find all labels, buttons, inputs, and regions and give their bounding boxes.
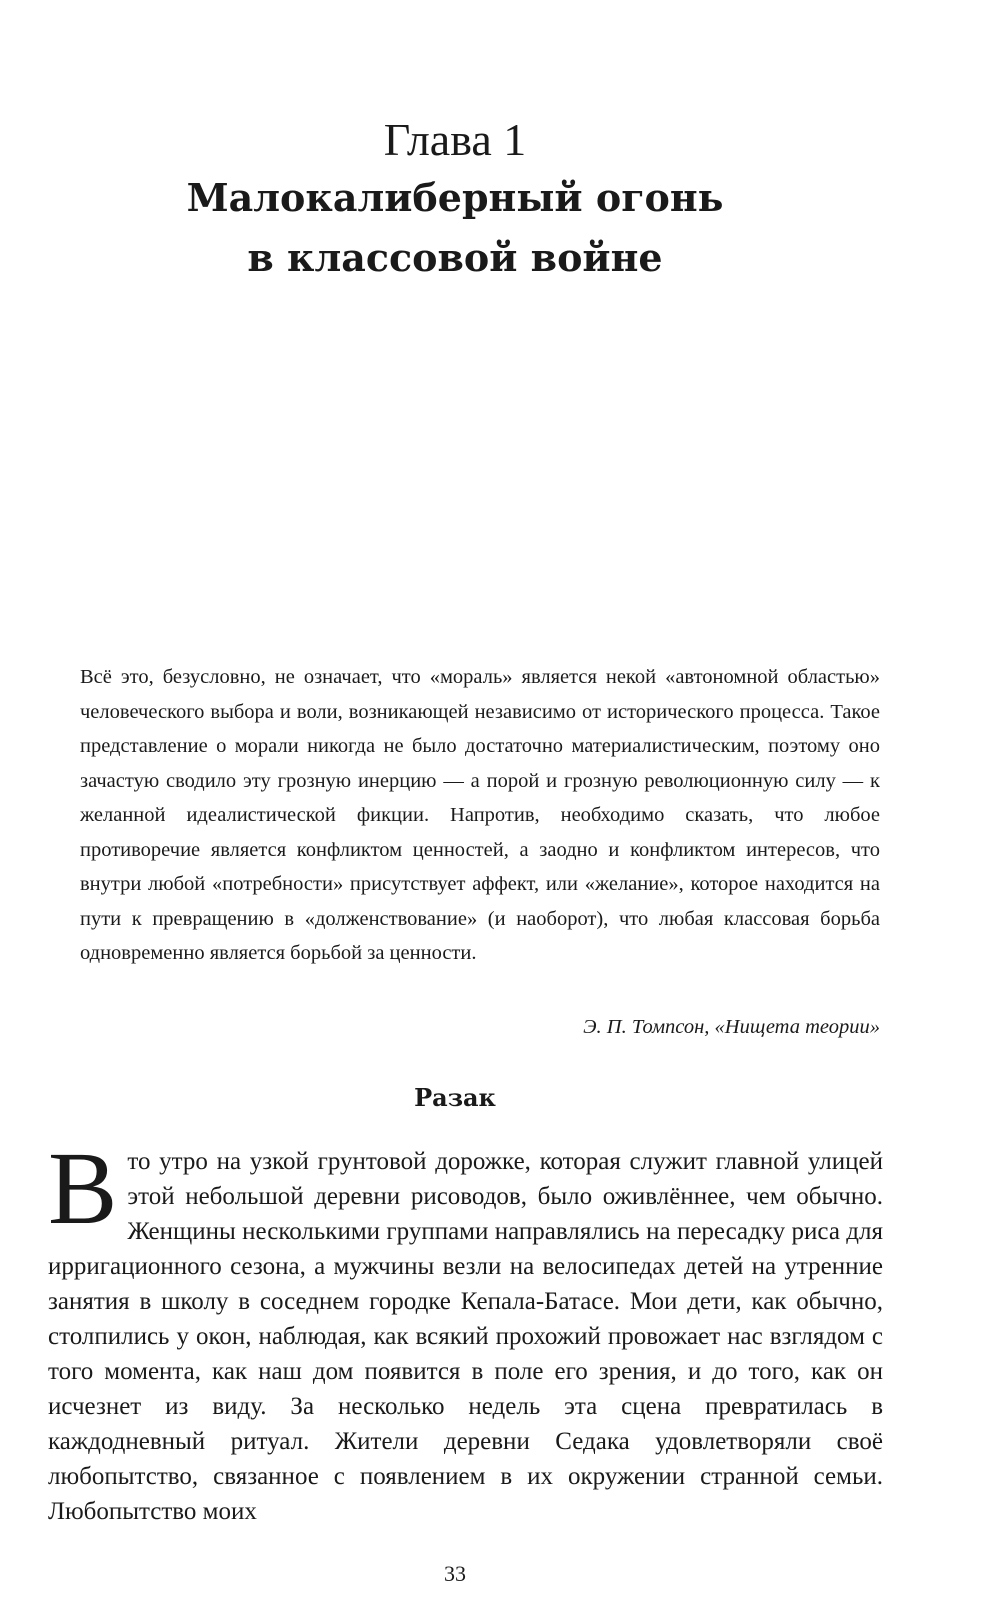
chapter-number: Глава 1 <box>383 114 527 165</box>
epigraph-source: Э. П. Томпсон, «Нищета теории» <box>583 1016 880 1038</box>
chapter-title-line-1: Малокалиберный огонь <box>186 175 724 220</box>
body-paragraph-text: то утро на узкой грунтовой дорожке, которая служит главной улицей этой небольшой деревни рисоводов, было оживлённее, чем обычно. Женщины несколькими группами направлялись на пересадку риса для ирригационного сезона, а мужчины везли на велосипедах детей на утренние занятия в школу в соседнем городке Кепала-Батасе. Мои дети, как обычно, столпились у окон, наблюдая, как всякий прохожий провожает нас взглядом с того момента, как наш дом появится в поле его зрения, и до того, как он исчезнет из виду. За несколько недель эта сцена превратилась в каждодневный ритуал. Жители деревни Седака удовлетворяли своё любопытство, связанное с появлением в их окружении странной семьи. Любопытство моих <box>48 1148 883 1525</box>
page-number: 33 <box>444 1561 466 1586</box>
drop-cap: В <box>48 1131 118 1246</box>
section-heading: Разак <box>414 1083 496 1112</box>
body-paragraph <box>48 1131 883 1529</box>
chapter-title-line-2: в классовой войне <box>247 235 663 280</box>
chapter-title <box>0 168 910 288</box>
epigraph-text: Всё это, безусловно, не означает, что «мораль» является некой «автономной областью» человеческого выбора и воли, возникающей независимо от исторического процесса. Такое представление о морали никогда не было достаточно материалистическим, поэтому оно зачастую сводило эту грозную инерцию — а порой и грозную революционную силу — к желанной идеалистической фикции. Напротив, необходимо сказать, что любое противоречие является конфликтом ценностей, а заодно и конфликтом интересов, что внутри любой «потребности» присутствует аффект, или «желание», которое находится на пути к превращению в «долженствование» (и наоборот), что любая классовая борьба одновременно является борьбой за ценности. <box>80 666 880 964</box>
